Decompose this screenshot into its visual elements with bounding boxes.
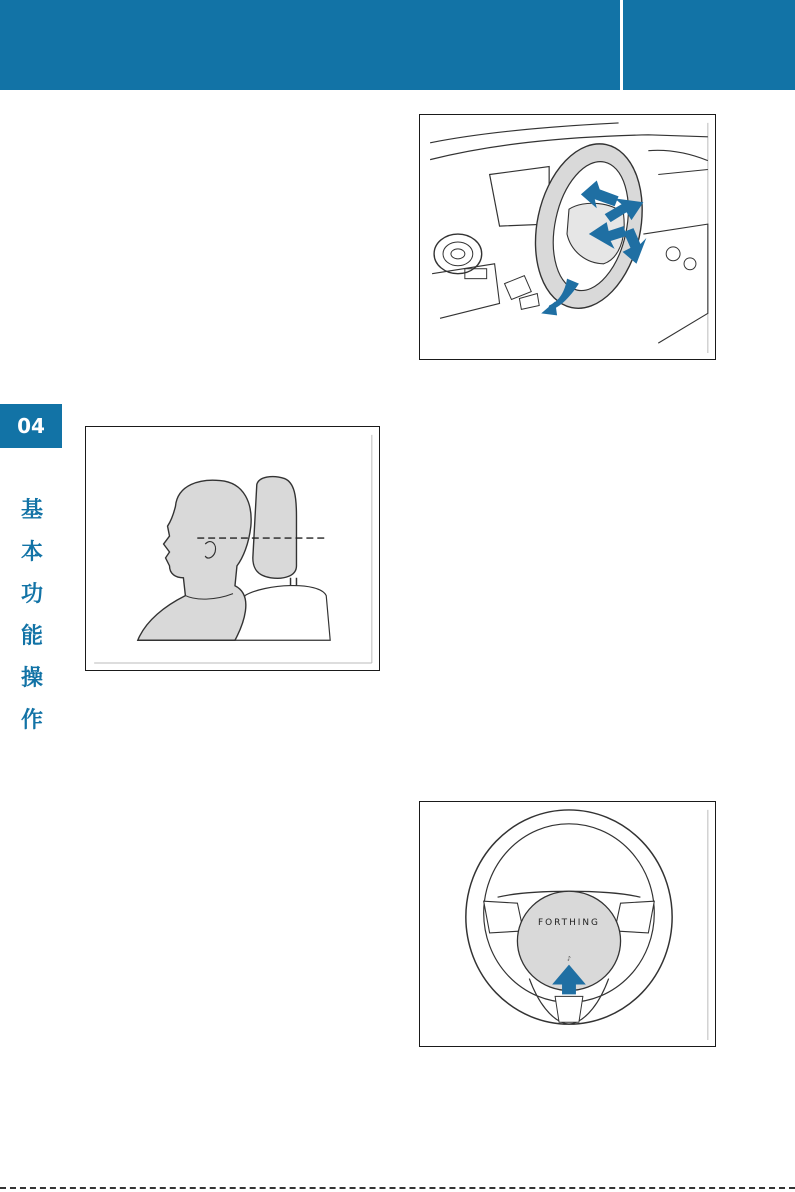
horn-logo-text: FORTHING xyxy=(538,917,600,928)
chapter-title-char: 基 xyxy=(20,498,43,523)
header-divider xyxy=(620,0,623,90)
headrest-position-figure xyxy=(85,426,380,671)
horn-illustration xyxy=(420,802,715,1046)
header-bar xyxy=(0,0,795,90)
headrest-position-illustration xyxy=(86,427,379,670)
horn-symbol-icon: ♪ xyxy=(567,955,571,963)
chapter-title-char: 操 xyxy=(20,666,43,691)
air-vent-icon xyxy=(434,234,482,274)
chapter-title xyxy=(12,490,52,742)
chapter-number: 04 xyxy=(17,414,45,438)
steering-adjust-figure xyxy=(419,114,716,360)
chapter-title-char: 能 xyxy=(20,624,43,649)
steering-wheel-icon xyxy=(521,134,657,318)
chapter-tab[interactable] xyxy=(0,404,62,448)
page-bottom-rule xyxy=(0,1187,795,1189)
steering-adjust-illustration xyxy=(420,115,715,359)
headrest-icon xyxy=(235,477,330,641)
chapter-title-char: 功 xyxy=(20,582,43,607)
chapter-title-char: 作 xyxy=(20,708,43,733)
head-silhouette-icon xyxy=(138,480,251,640)
chapter-title-char: 本 xyxy=(20,540,43,565)
horn-figure xyxy=(419,801,716,1047)
